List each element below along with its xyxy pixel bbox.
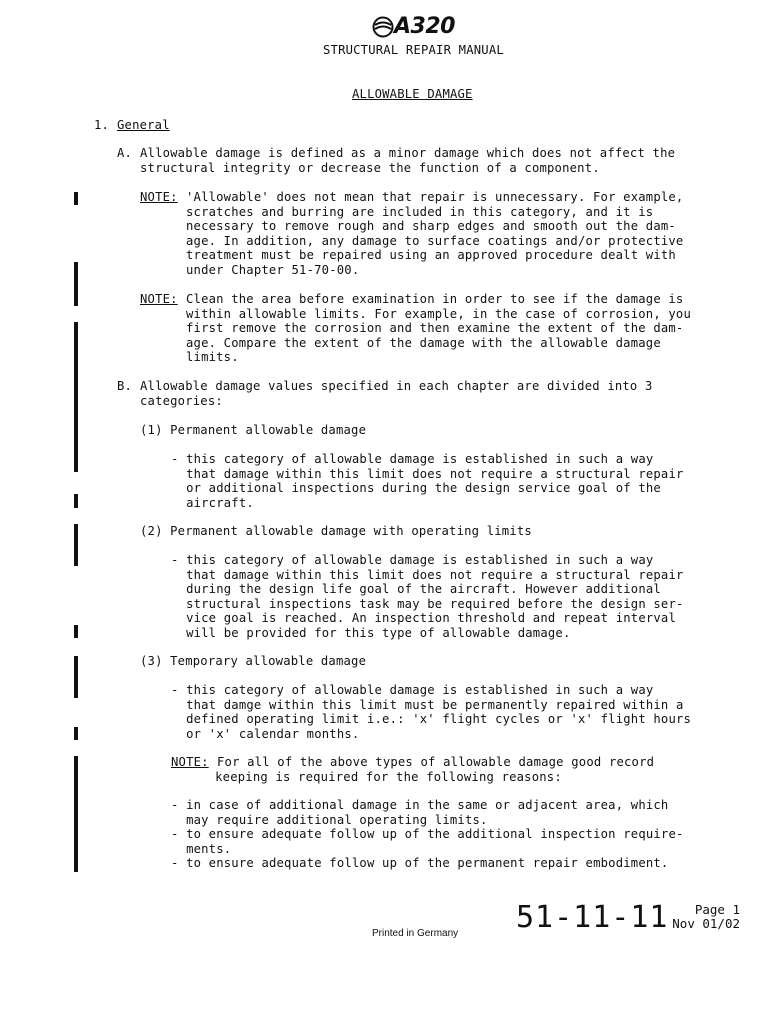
category-2-text: - this category of allowable damage is established in such a way that damage within this limit does not require a structural repair during the design life goal of the aircraft. However additional structural inspections task may be required before the design ser- vice goal is reached. An inspection threshold and repeat interval will be provided for this type of allowable damage. bbox=[171, 553, 684, 640]
note-2-text: Clean the area before examination in order to see if the damage is within allowable limits. For example, in the case of corrosion, you first remove the corrosion and then examine the extent of the dam- age. Compare the extent of the damage with the allowable damage limits. bbox=[186, 292, 692, 365]
note-label: NOTE: bbox=[140, 190, 178, 204]
change-bar bbox=[74, 625, 78, 638]
page-number: Page 1 bbox=[694, 902, 740, 917]
change-bar bbox=[74, 727, 78, 740]
note-3-text: For all of the above types of allowable damage good record bbox=[217, 755, 655, 769]
aircraft-model: A320 bbox=[394, 14, 455, 39]
change-bar bbox=[74, 756, 78, 872]
category-3-text: - this category of allowable damage is established in such a way that damge within this limit must be permanently repaired within a defined operating limit i.e.: 'x' flight cycles or 'x' flight hours or 'x' calendar months. bbox=[171, 683, 692, 741]
section-number: 1. bbox=[94, 118, 110, 132]
change-bar bbox=[74, 322, 78, 472]
category-3-title: (3) Temporary allowable damage bbox=[140, 654, 367, 668]
change-bar bbox=[74, 656, 78, 698]
category-2-title: (2) Permanent allowable damage with operating limits bbox=[140, 524, 532, 538]
item-b-text: Allowable damage values specified in each chapter are divided into 3 categories: bbox=[140, 379, 653, 408]
change-bar bbox=[74, 524, 78, 566]
printed-in: Printed in Germany bbox=[372, 928, 459, 939]
note-label: NOTE: bbox=[171, 755, 209, 769]
category-1-title: (1) Permanent allowable damage bbox=[140, 423, 367, 437]
item-label-b: B. bbox=[117, 379, 133, 393]
airbus-logo bbox=[372, 16, 472, 40]
item-label-a: A. bbox=[117, 146, 133, 160]
document-code: 51-11-11 bbox=[516, 900, 669, 935]
note-3-text-cont: keeping is required for the following reasons: bbox=[185, 769, 562, 784]
change-bar bbox=[74, 262, 78, 306]
page-info bbox=[670, 903, 740, 931]
change-bar bbox=[74, 192, 78, 205]
revision-date: Nov 01/02 bbox=[672, 916, 740, 931]
section-title: ALLOWABLE DAMAGE bbox=[352, 87, 473, 101]
manual-title: STRUCTURAL REPAIR MANUAL bbox=[323, 43, 504, 57]
item-a-text: Allowable damage is defined as a minor damage which does not affect the structural integrity or decrease the function of a component. bbox=[140, 146, 676, 175]
note-label: NOTE: bbox=[140, 292, 178, 306]
note-1-text: 'Allowable' does not mean that repair is unnecessary. For example, scratches and burring are included in this category, and it is necessary to remove rough and sharp edges and smooth out the dam- age. In addition, any damage to surface coatings and/or protective treatment must be repaired using an approved procedure dealt with under Chapter 51-70-00. bbox=[186, 190, 684, 277]
category-1-text: - this category of allowable damage is established in such a way that damage within this limit does not require a structural repair or additional inspections during the design service goal of the aircraft. bbox=[171, 452, 684, 510]
change-bar bbox=[74, 494, 78, 508]
section-heading: General bbox=[117, 118, 170, 132]
airbus-swirl-icon bbox=[372, 16, 394, 38]
reasons-list: - in case of additional damage in the same or adjacent area, which may require additional operating limits. - to ensure adequate follow up of the additional inspection require- ments. - to ensure adequate follow up of the permanent repair embodiment. bbox=[171, 798, 684, 871]
